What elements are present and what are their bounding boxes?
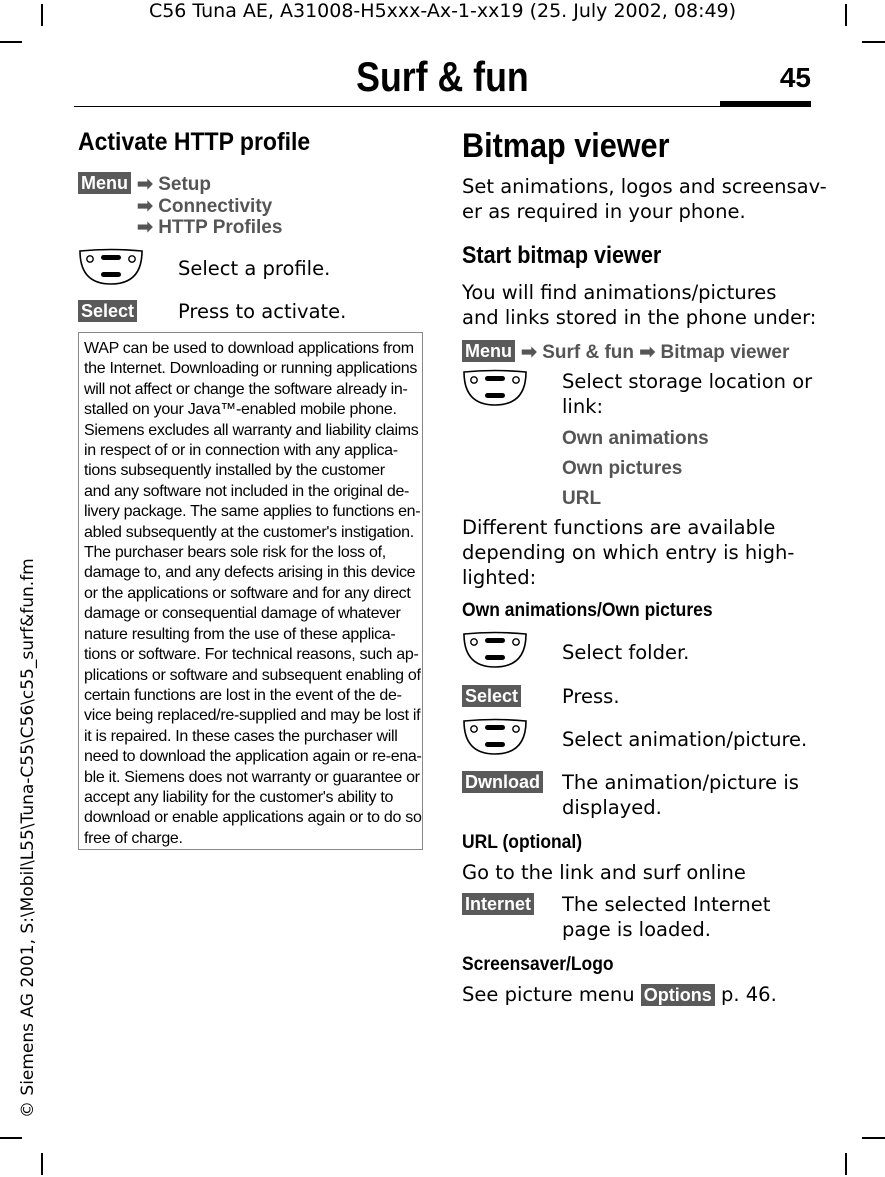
crop-mark (845, 1153, 847, 1175)
crop-mark (0, 41, 22, 43)
body-line: displayed. (562, 796, 662, 819)
note-line: nature resulting from the use of these applica- (84, 625, 396, 643)
body-line: lighted: (462, 566, 537, 589)
body-line: and links stored in the phone under: (462, 306, 817, 329)
note-line: in respect of or in connection with any applica- (84, 442, 398, 460)
arrow-right-icon: ➡ (137, 217, 153, 238)
menu-option: Own animations (562, 428, 709, 449)
arrow-right-icon: ➡ (137, 174, 153, 195)
sub-heading: Own animations/Own pictures (462, 600, 713, 621)
body-line: page is loaded. (562, 918, 711, 941)
note-line: tions subsequently installed by the customer (84, 462, 385, 480)
select-softkey: Select (462, 685, 521, 707)
step-text: Press to activate. (178, 300, 347, 323)
arrow-right-icon: ➡ (639, 342, 656, 363)
body-line: Set animations, logos and screensav- (462, 175, 827, 198)
navigation-key-icon (462, 369, 528, 407)
menu-softkey: Menu (78, 172, 131, 194)
note-line: Siemens excludes all warranty and liability claims (84, 421, 419, 439)
step-text: Select folder. (562, 641, 690, 664)
body-line: link: (562, 395, 604, 418)
page-number: 45 (779, 62, 811, 93)
note-line: or the applications or software and for any direct (84, 584, 411, 602)
navigation-key-icon (462, 718, 528, 756)
step-text: Select animation/picture. (562, 728, 808, 751)
section-heading: Activate HTTP profile (78, 128, 311, 156)
menu-path-item: ➡ HTTP Profiles (137, 217, 283, 238)
note-line: WAP can be used to download applications from (84, 340, 414, 357)
note-line: stalled on your Java™-enabled mobile phone. (84, 401, 397, 419)
body-line: The selected Internet (562, 893, 771, 916)
note-line: and any software not included in the original de- (84, 482, 410, 500)
crop-mark (41, 1153, 43, 1175)
note-line: ble it. Siemens does not warranty or guarantee or (84, 768, 420, 786)
note-line: will not affect or change the software already in- (84, 380, 408, 398)
note-line: damage to, and any defects arising in this device (84, 564, 416, 582)
download-softkey: Dwnload (462, 771, 543, 793)
note-line: accept any liability for the customer's ability to (84, 788, 394, 806)
menu-option: URL (562, 488, 602, 509)
note-line: The purchaser bears sole risk for the loss of, (84, 544, 386, 562)
note-line: abled subsequently at the customer's instigation. (84, 523, 414, 541)
crop-mark (862, 1137, 885, 1139)
side-margin-text: © Siemens AG 2001, S:\Mobil\L55\Tuna-C55\C56\c55_surf&fun.fm (18, 558, 38, 1118)
sub-heading: URL (optional) (462, 832, 583, 853)
menu-softkey: Menu (462, 340, 515, 362)
note-line: vice being replaced/re-supplied and may be lost if (84, 707, 421, 725)
page-title: Surf & fun (356, 53, 529, 100)
body-line: depending on which entry is high- (462, 541, 795, 564)
section-heading: Bitmap viewer (462, 127, 670, 165)
menu-path-item: ➡ Connectivity (137, 196, 273, 217)
sub-heading: Screensaver/Logo (462, 954, 614, 975)
body-line: You will find animations/pictures (462, 281, 777, 304)
body-line: See picture menu Options p. 46. (462, 983, 777, 1006)
arrow-right-icon: ➡ (137, 196, 153, 217)
crop-mark (0, 1137, 22, 1139)
note-line: plications or software and subsequent enabling of (84, 666, 421, 684)
body-line: Select storage location or (562, 370, 813, 393)
navigation-key-icon (78, 248, 144, 286)
step-text: Select a profile. (178, 257, 331, 280)
note-line: it is repaired. In these cases the purchaser will (84, 727, 398, 745)
note-line: certain functions are lost in the event of the de- (84, 686, 402, 704)
menu-option: Own pictures (562, 458, 683, 479)
note-line: tions or software. For technical reasons, such ap- (84, 646, 419, 664)
internet-softkey: Internet (462, 893, 534, 915)
note-line: damage or consequential damage of whatever (84, 605, 401, 623)
warranty-note (78, 332, 423, 850)
options-softkey: Options (641, 984, 715, 1006)
note-line: livery package. The same applies to functions en- (84, 503, 421, 521)
note-line: need to download the application again or re-ena- (84, 748, 422, 766)
note-line: free of charge. (84, 829, 183, 847)
header-rule-accent (720, 101, 811, 106)
select-softkey: Select (78, 300, 137, 322)
crop-mark (862, 41, 885, 43)
sub-heading: Start bitmap viewer (462, 242, 662, 269)
body-line: Different functions are available (462, 516, 776, 539)
body-line: Go to the link and surf online (462, 861, 746, 884)
note-line: the Internet. Downloading or running applications (84, 360, 418, 378)
step-text: Press. (562, 685, 620, 708)
document-info: C56 Tuna AE, A31008-H5xxx-Ax-1-xx19 (25. July 2002, 08:49) (148, 0, 737, 22)
menu-path: ➡ Surf & fun ➡ Bitmap viewer (521, 342, 790, 363)
header-rule (74, 106, 811, 107)
body-line: er as required in your phone. (462, 200, 746, 223)
body-line: The animation/picture is (562, 771, 799, 794)
menu-path-item: ➡ Setup (137, 174, 211, 195)
navigation-key-icon (462, 631, 528, 669)
arrow-right-icon: ➡ (521, 342, 537, 363)
note-line: download or enable applications again or to do so (84, 809, 422, 827)
